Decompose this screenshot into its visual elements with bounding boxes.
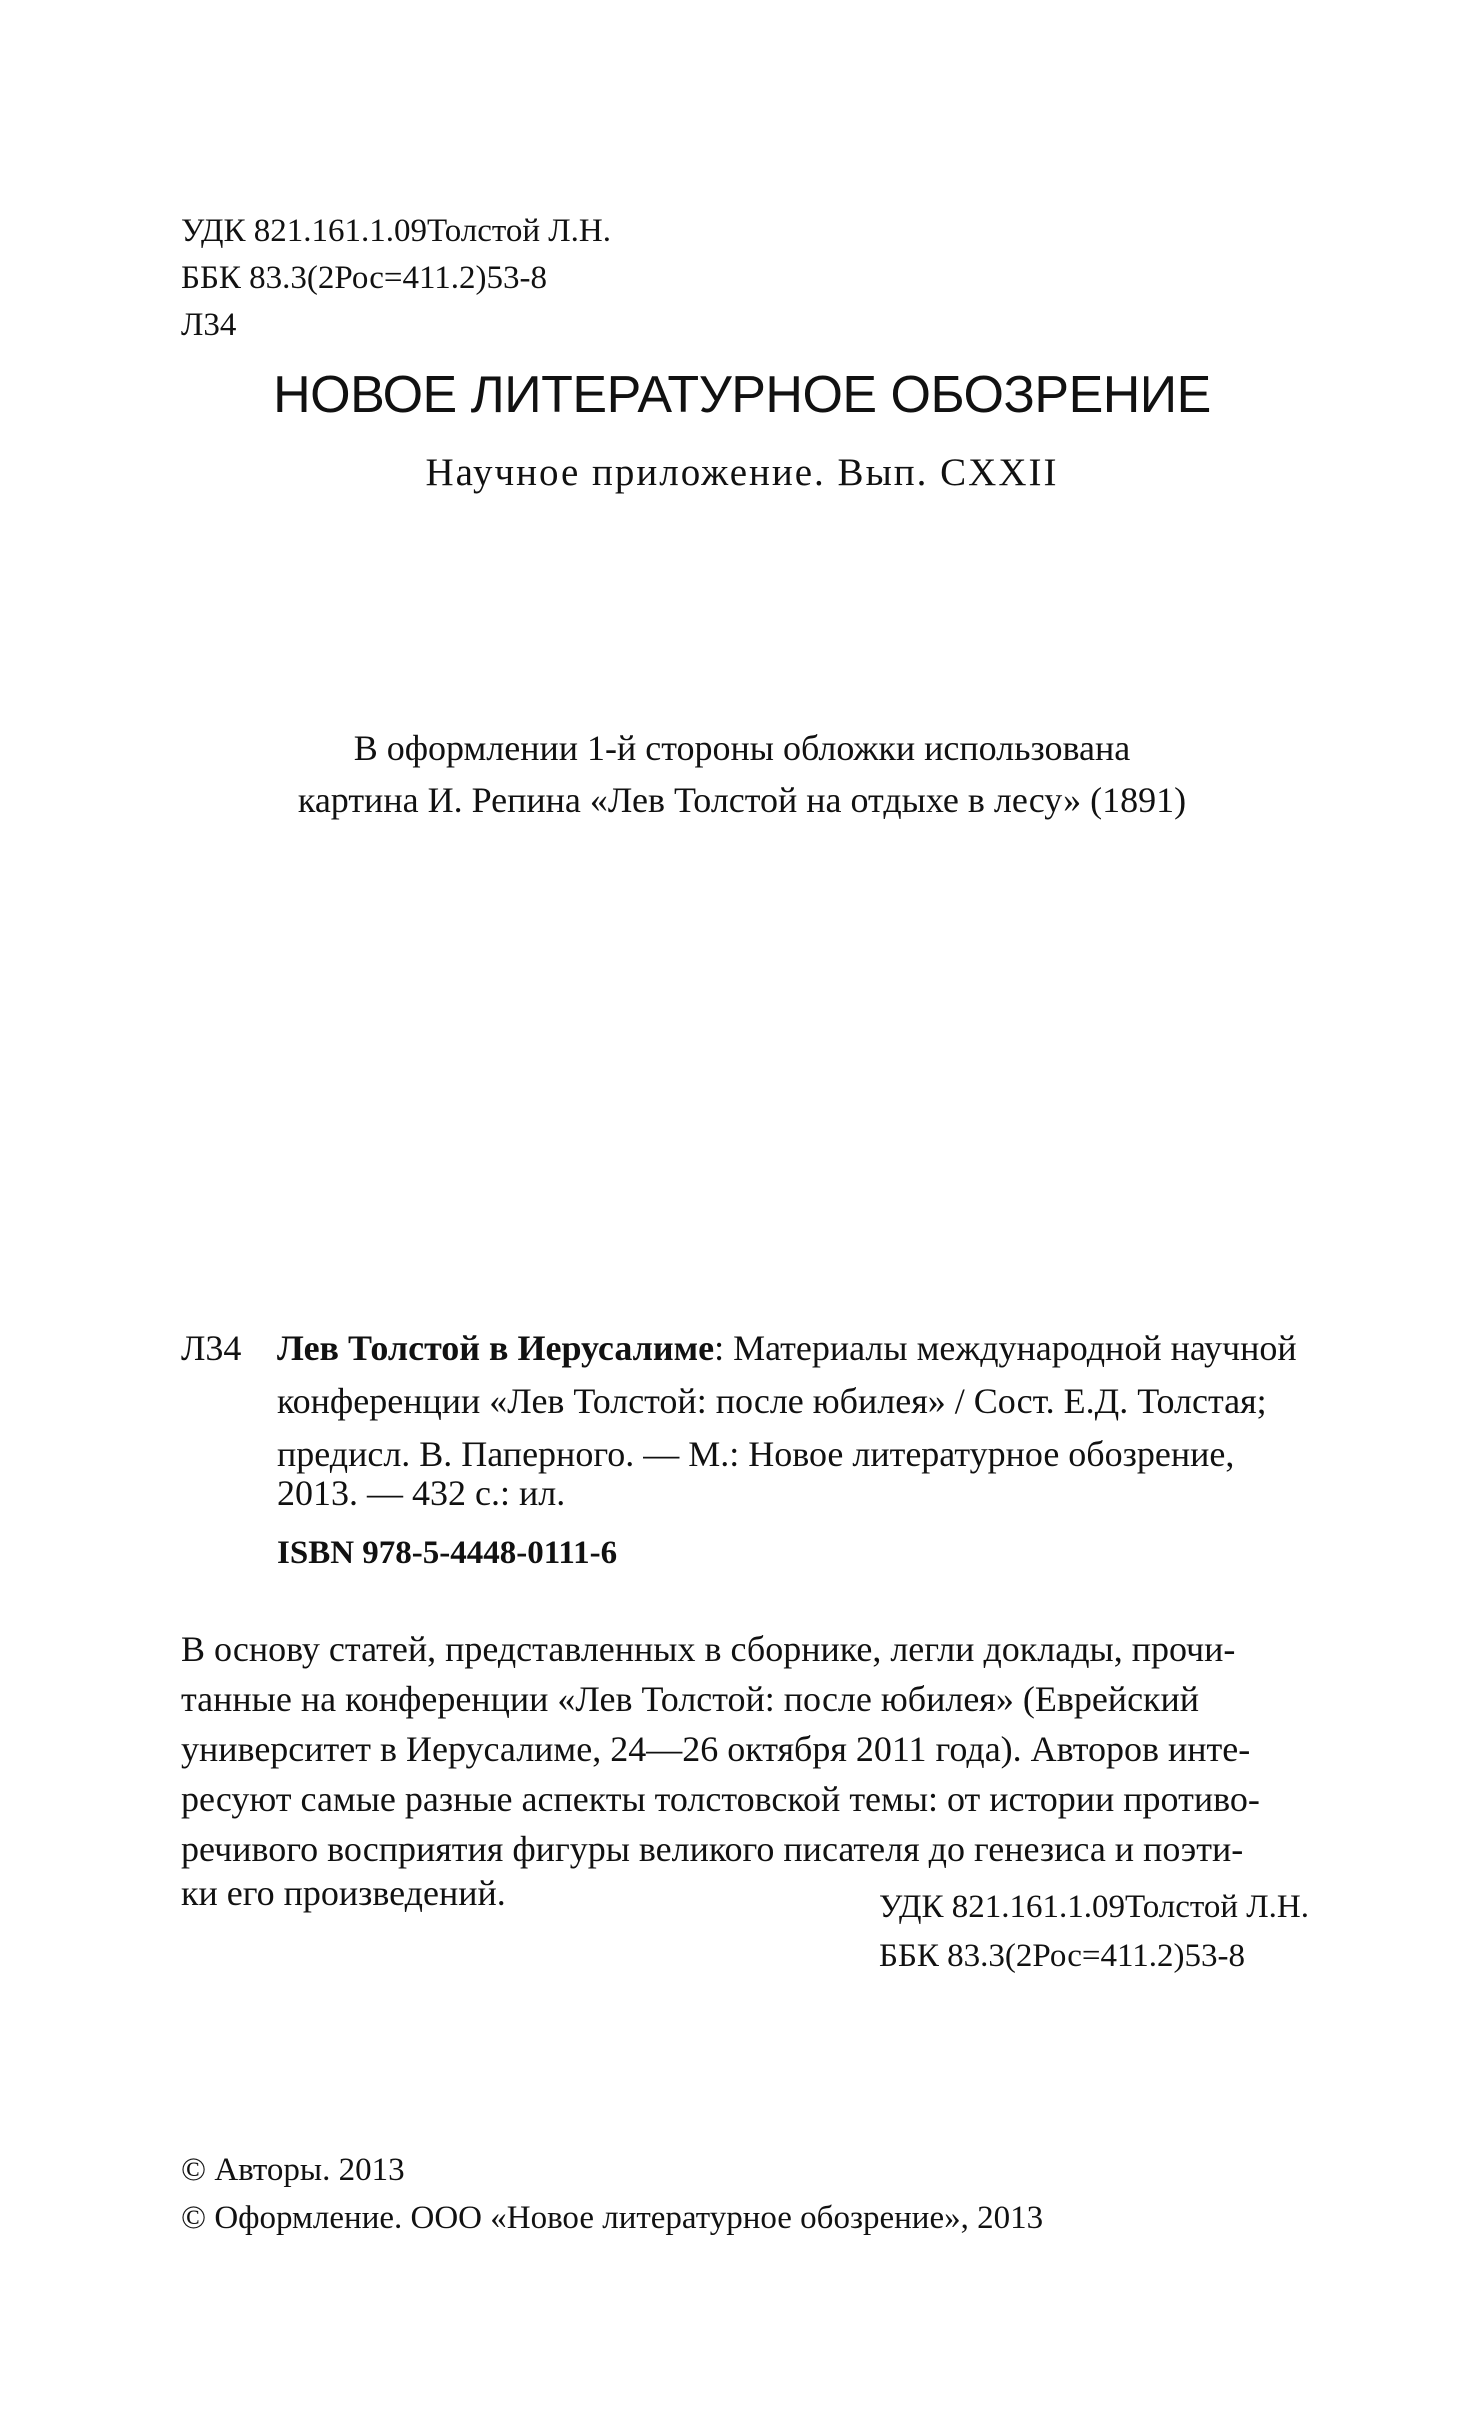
bib-entry-line-1 [277, 1327, 1297, 1369]
bib-entry-code: Л34 [181, 1328, 242, 1368]
book-title: Лев Толстой в Иерусалиме [277, 1328, 715, 1368]
copyright-authors: © Авторы. 2013 [181, 2152, 405, 2188]
bib-entry-line-2: конференции «Лев Толстой: после юбилея» / Сост. Е.Д. Толстая; [277, 1381, 1267, 1421]
abstract-line: ресуют самые разные аспекты толстовской темы: от истории противо- [181, 1779, 1260, 1819]
bib-entry-text: : Материалы международной научной [714, 1328, 1297, 1368]
cover-note [0, 722, 1484, 826]
cover-note-line: В оформлении 1-й стороны обложки использована [353, 728, 1131, 768]
abstract-line: танные на конференции «Лев Толстой: после юбилея» (Еврейский [181, 1679, 1200, 1719]
top-classification [181, 208, 611, 349]
copyright [181, 2146, 1043, 2242]
abstract-line: университет в Иерусалиме, 24—26 октября 2011 года). Авторов инте- [181, 1729, 1251, 1769]
abstract-line: В основу статей, представленных в сборнике, легли доклады, прочи- [181, 1629, 1236, 1669]
isbn: ISBN 978-5-4448-0111-6 [277, 1535, 618, 1571]
bottom-classification [879, 1883, 1309, 1981]
udk-code: УДК 821.161.1.09Толстой Л.Н. [181, 213, 612, 249]
abstract-line: ки его произведений. [181, 1873, 506, 1913]
bib-entry-line-3: предисл. В. Паперного. — М.: Новое литературное обозрение, [277, 1434, 1235, 1474]
bib-entry-line-4: 2013. — 432 с.: ил. [277, 1473, 566, 1513]
series-title: НОВОЕ ЛИТЕРАТУРНОЕ ОБОЗРЕНИЕ [273, 366, 1211, 424]
abstract-line: речивого восприятия фигуры великого писателя до генезиса и поэти- [181, 1829, 1244, 1869]
series-subtitle: Научное приложение. Вып. CXXII [425, 451, 1059, 494]
udk-code: УДК 821.161.1.09Толстой Л.Н. [879, 1889, 1310, 1925]
copyright-design: © Оформление. ООО «Новое литературное обозрение», 2013 [181, 2200, 1044, 2236]
author-code: Л34 [181, 307, 237, 343]
bbk-code: ББК 83.3(2Рос=411.2)53-8 [181, 260, 548, 296]
bbk-code: ББК 83.3(2Рос=411.2)53-8 [879, 1938, 1246, 1974]
cover-note-line: картина И. Репина «Лев Толстой на отдыхе в лесу» (1891) [297, 780, 1187, 820]
